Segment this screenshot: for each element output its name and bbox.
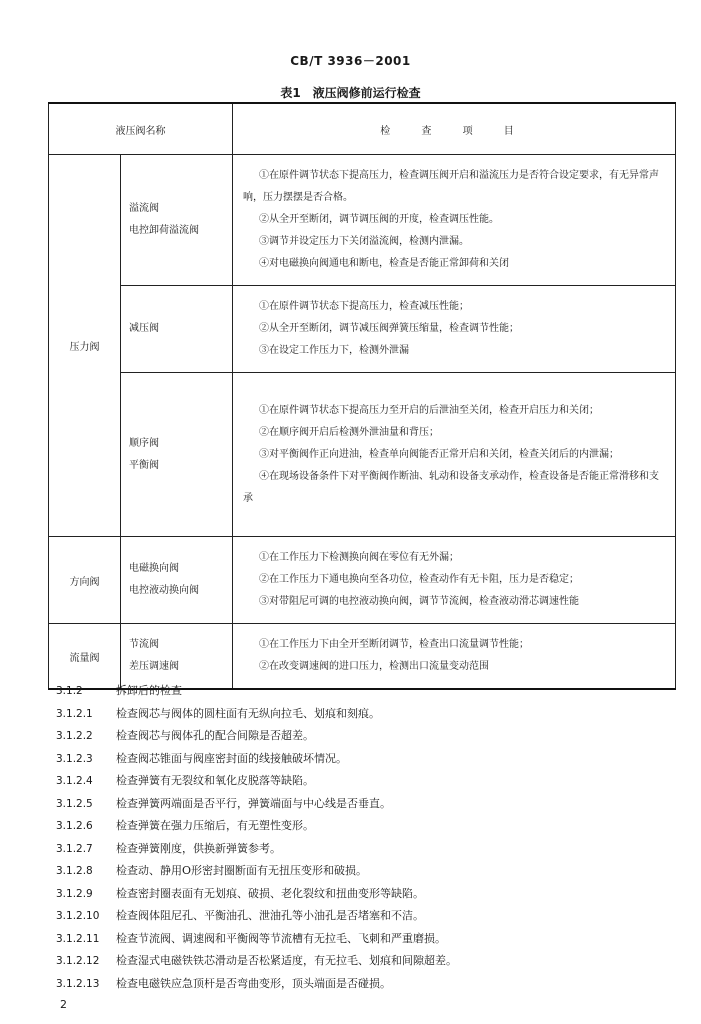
header-inspection-items: 检 查 项 目 (233, 103, 676, 155)
valve-name: 平衡阀 (129, 459, 159, 471)
valve-name: 顺序阀 (129, 437, 159, 449)
inspection-item: ①在原件调节状态下提高压力，检查调压阀开启和溢流压力是否符合设定要求，有无异常声响，压力摆摆是否合格。 (243, 170, 659, 203)
clause-number: 3.1.2.5 (56, 797, 93, 810)
category-cell: 方向阀 (49, 537, 121, 624)
clause-number: 3.1.2.9 (56, 887, 93, 900)
valve-name-cell (121, 286, 233, 373)
clause (56, 860, 676, 883)
inspection-item: ②从全开至断闭，调节调压阀的开度，检查调压性能。 (259, 214, 499, 225)
valve-name: 电控液动换向阀 (129, 585, 199, 596)
clause-text: 检查节流阀、调速阀和平衡阀等节流槽有无拉毛、飞刺和严重磨损。 (116, 931, 446, 945)
clause-text: 检查弹簧两端面是否平行，弹簧端面与中心线是否垂直。 (116, 796, 391, 810)
inspection-table (48, 102, 676, 690)
inspection-item: ②在工作压力下通电换向至各功位，检查动作有无卡阻，压力是否稳定； (259, 574, 579, 585)
table-row (49, 537, 676, 624)
clause (56, 883, 676, 906)
clause-number: 3.1.2.3 (56, 752, 93, 765)
clause-text: 检查动、静用O形密封圈断面有无扭压变形和破损。 (116, 864, 368, 877)
valve-name: 电控卸荷溢流阀 (129, 225, 199, 236)
clause-text: 检查弹簧在强力压缩后，有无塑性变形。 (116, 819, 314, 832)
clause-number: 3.1.2.10 (56, 910, 100, 922)
inspection-item: ②在改变调速阀的进口压力，检测出口流量变动范围 (259, 661, 489, 672)
clause-number: 3.1.2.13 (56, 977, 100, 990)
clause-text: 检查弹簧有无裂纹和氧化皮脱落等缺陷。 (116, 774, 314, 787)
table-header-row (49, 103, 676, 155)
inspection-item: ①在原件调节状态下提高压力至开启的后泄油至关闭，检查开启压力和关闭； (259, 404, 599, 416)
category-cell: 压力阀 (49, 155, 121, 537)
clause (56, 973, 676, 996)
inspection-item: ④对电磁换向阀通电和断电，检查是否能正常卸荷和关闭 (259, 258, 509, 269)
clause-number: 3.1.2.4 (56, 775, 93, 787)
clause (56, 793, 676, 816)
clause-text: 检查阀芯锥面与阀座密封面的线接触破坏情况。 (116, 751, 347, 765)
clause-text: 检查阀体阻尼孔、平衡油孔、泄油孔等小油孔是否堵塞和不洁。 (116, 909, 424, 922)
inspection-item: ②在顺序阀开启后检测外泄油量和背压； (259, 426, 439, 438)
clause-number: 3.1.2.6 (56, 820, 93, 832)
clause-number: 3.1.2 (56, 685, 83, 697)
clause (56, 770, 676, 793)
valve-name: 电磁换向阀 (129, 563, 179, 574)
inspection-item: ③对带阻尼可调的电控液动换向阀，调节节流阀，检查液动滑芯调速性能 (259, 596, 579, 607)
inspection-item: ③对平衡阀作正向进油，检查单向阀能否正常开启和关闭，检查关闭后的内泄漏； (259, 448, 619, 460)
valve-name-cell (121, 373, 233, 537)
table-title: 表1 液压阀修前运行检查 (280, 86, 421, 100)
inspection-item: ③在设定工作压力下，检测外泄漏 (259, 345, 409, 356)
header-valve-name: 液压阀名称 (49, 103, 233, 155)
table-row (49, 155, 676, 286)
page-header: CB/T 3936－2001 (290, 54, 411, 68)
clause (56, 950, 676, 973)
clause (56, 680, 676, 703)
clause-text: 检查电磁铁应急顶杆是否弯曲变形，顶头端面是否碰损。 (116, 976, 391, 990)
clause-text: 检查阀芯与阀体孔的配合间隙是否超差。 (116, 729, 314, 742)
clause-number: 3.1.2.8 (56, 865, 93, 877)
clause (56, 725, 676, 748)
inspection-item: ②从全开至断闭，调节减压阀弹簧压缩量，检查调节性能； (259, 323, 519, 334)
valve-name: 溢流阀 (129, 203, 159, 214)
page-number: 2 (60, 998, 67, 1011)
clause-text: 拆卸后的检查 (116, 684, 182, 697)
valve-name: 减压阀 (129, 323, 159, 334)
clause-text: 检查密封圈表面有无划痕、破损、老化裂纹和扭曲变形等缺陷。 (116, 886, 424, 900)
valve-name: 节流阀 (129, 639, 159, 650)
items-cell (233, 286, 676, 373)
inspection-item: ①在工作压力下检测换向阀在零位有无外漏； (259, 552, 459, 563)
clause-text: 检查阀芯与阀体的圆柱面有无纵向拉毛、划痕和刻痕。 (116, 706, 380, 720)
inspection-item: ④在现场设备条件下对平衡阀作断油、轧动和设备支承动作，检查设备是否能正常滑移和支承 (243, 470, 659, 504)
table-row (49, 286, 676, 373)
items-cell (233, 373, 676, 537)
clause-list (56, 680, 676, 995)
clause-number: 3.1.2.7 (56, 842, 93, 855)
inspection-item: ①在工作压力下由全开至断闭调节，检查出口流量调节性能； (259, 639, 529, 650)
items-cell (233, 537, 676, 624)
clause (56, 838, 676, 861)
valve-name-cell (121, 537, 233, 624)
clause-number: 3.1.2.11 (56, 932, 100, 945)
clause-number: 3.1.2.12 (56, 955, 100, 967)
clause (56, 905, 676, 928)
table-row (49, 373, 676, 537)
clause (56, 748, 676, 771)
valve-name: 差压调速阀 (129, 661, 179, 672)
category-cell: 流量阀 (49, 624, 121, 690)
inspection-item: ③调节并设定压力下关闭溢流阀，检测内泄漏。 (259, 236, 469, 247)
clause-text: 检查弹簧刚度，供换新弹簧参考。 (116, 841, 281, 855)
clause-number: 3.1.2.2 (56, 730, 93, 742)
valve-name-cell (121, 155, 233, 286)
clause (56, 703, 676, 726)
items-cell (233, 155, 676, 286)
inspection-item: ①在原件调节状态下提高压力，检查减压性能； (259, 301, 469, 312)
clause (56, 815, 676, 838)
clause-number: 3.1.2.1 (56, 707, 93, 720)
clause-text: 检查湿式电磁铁铁芯滑动是否松紧适度，有无拉毛、划痕和间隙超差。 (116, 954, 457, 967)
clause (56, 928, 676, 951)
